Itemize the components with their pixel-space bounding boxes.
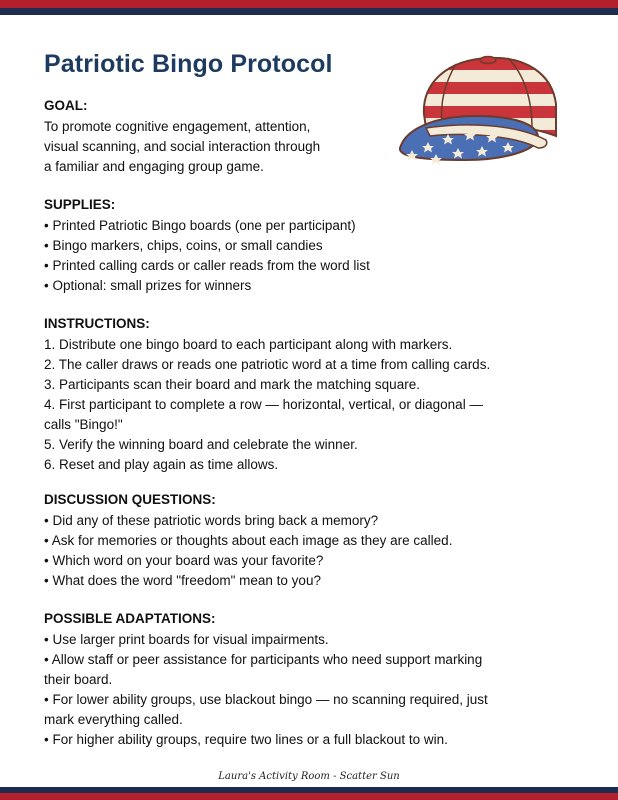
adaptations-section xyxy=(44,611,584,750)
list-item: • Optional: small prizes for winners xyxy=(44,278,252,293)
list-item: 4. First participant to complete a row — horizontal, vertical, or diagonal — xyxy=(44,397,483,412)
list-item: • Allow staff or peer assistance for participants who need support marking xyxy=(44,652,483,667)
footer-credit: Laura's Activity Room - Scatter Sun xyxy=(218,771,400,782)
list-item: • What does the word "freedom" mean to you? xyxy=(44,573,321,588)
list-item: calls "Bingo!" xyxy=(44,417,123,432)
list-item: mark everything called. xyxy=(44,712,183,727)
list-item: their board. xyxy=(44,672,113,687)
top-border-band xyxy=(0,0,618,15)
list-item: • Printed calling cards or caller reads from the word list xyxy=(44,258,370,273)
list-item: • Did any of these patriotic words bring back a memory? xyxy=(44,513,379,528)
instructions-section xyxy=(44,316,584,475)
instructions-heading: INSTRUCTIONS: xyxy=(44,316,150,331)
list-item: • For higher ability groups, require two lines or a full blackout to win. xyxy=(44,732,448,747)
list-item: 3. Participants scan their board and mark the matching square. xyxy=(44,377,420,392)
supplies-section xyxy=(44,197,584,296)
list-item: • For lower ability groups, use blackout bingo — no scanning required, just xyxy=(44,692,488,707)
list-item: • Ask for memories or thoughts about each image as they are called. xyxy=(44,533,453,548)
bottom-border-band xyxy=(0,787,618,800)
list-item: 2. The caller draws or reads one patriotic word at a time from calling cards. xyxy=(44,357,491,372)
supplies-heading: SUPPLIES: xyxy=(44,197,116,212)
goal-section xyxy=(44,98,584,177)
list-item: 1. Distribute one bingo board to each participant along with markers. xyxy=(44,337,453,352)
list-item: • Bingo markers, chips, coins, or small candies xyxy=(44,238,323,253)
discussion-heading: DISCUSSION QUESTIONS: xyxy=(44,492,216,507)
list-item: • Use larger print boards for visual impairments. xyxy=(44,632,329,647)
list-item: • Printed Patriotic Bingo boards (one per participant) xyxy=(44,218,356,233)
top-red-stripe xyxy=(0,0,618,8)
list-item: 5. Verify the winning board and celebrate the winner. xyxy=(44,437,358,452)
page-title: Patriotic Bingo Protocol xyxy=(44,50,333,78)
list-item: 6. Reset and play again as time allows. xyxy=(44,457,279,472)
discussion-section xyxy=(44,492,584,591)
goal-heading: GOAL: xyxy=(44,98,88,113)
adaptations-heading: POSSIBLE ADAPTATIONS: xyxy=(44,611,216,626)
bottom-red-stripe xyxy=(0,793,618,800)
goal-text: To promote cognitive engagement, attention, visual scanning, and social interaction through a familiar and engaging group game. xyxy=(44,119,321,174)
top-navy-stripe xyxy=(0,8,618,15)
list-item: • Which word on your board was your favorite? xyxy=(44,553,324,568)
